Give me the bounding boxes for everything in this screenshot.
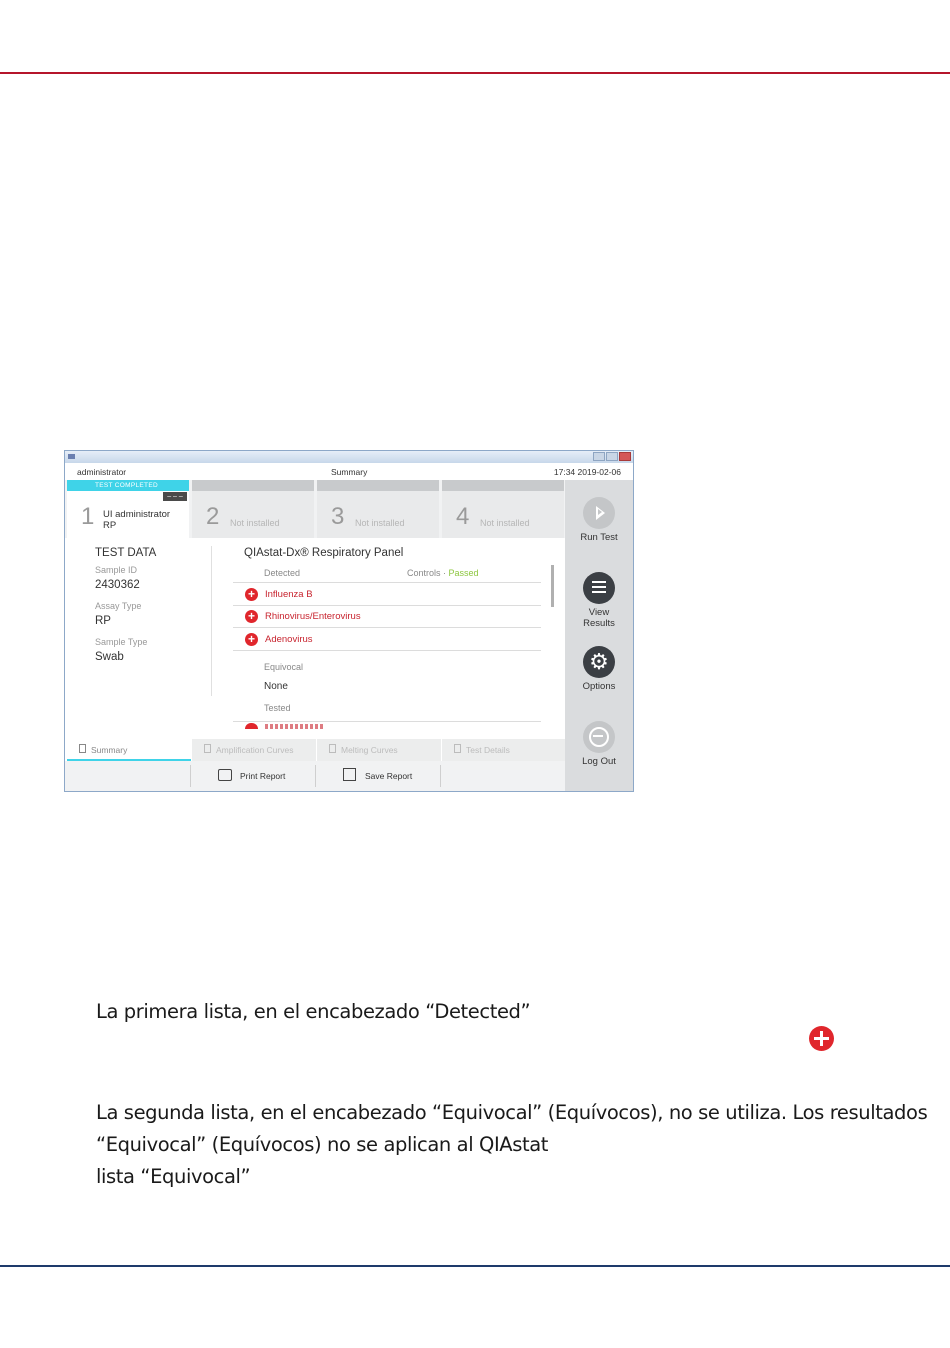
window-titlebar (65, 451, 633, 463)
tab-test-details[interactable]: Test Details (442, 739, 566, 761)
result-tabs (65, 739, 565, 761)
slot-number: 4 (456, 503, 470, 530)
close-icon[interactable] (619, 452, 631, 461)
positive-result-icon (809, 1026, 834, 1051)
logout-icon (583, 721, 615, 753)
status-bar (65, 463, 633, 480)
sample-type-value: Swab (95, 651, 124, 663)
log-out-button[interactable]: Log Out (565, 721, 633, 767)
curve-icon (329, 744, 336, 753)
equivocal-heading: Equivocal (264, 662, 304, 672)
pathogen-name: Influenza B (265, 589, 313, 600)
action-bar (65, 761, 565, 792)
slot-status-bar: TEST COMPLETED (67, 480, 189, 491)
slot-3[interactable] (317, 480, 439, 538)
tested-heading: Tested (264, 703, 291, 713)
maximize-icon[interactable] (606, 452, 618, 461)
current-user: administrator (77, 467, 127, 477)
play-icon (583, 497, 615, 529)
datetime: 17:34 2019-02-06 (553, 467, 621, 477)
assay-type-value: RP (95, 615, 111, 627)
slot-number: 3 (331, 503, 345, 530)
panel-title: QIAstat-Dx® Respiratory Panel (244, 547, 404, 559)
window-controls (593, 452, 631, 461)
header-rule (0, 72, 950, 74)
paragraph-detected: La primera lista, en el encabezado “Detected” (96, 1000, 531, 1023)
truncated-row (265, 724, 325, 729)
slot-4[interactable] (442, 480, 564, 538)
run-test-button[interactable]: Run Test (565, 497, 633, 543)
slot-number: 1 (81, 503, 95, 530)
controls-label: Controls (407, 568, 441, 578)
save-report-button[interactable]: Save Report (315, 761, 439, 792)
curve-icon (204, 744, 211, 753)
controls-status: Controls · Passed (407, 568, 479, 578)
options-button[interactable]: ⚙ Options (565, 646, 633, 692)
printer-icon (218, 769, 232, 781)
test-data-heading: TEST DATA (95, 547, 157, 559)
equivocal-value: None (264, 681, 288, 692)
screen-title: Summary (331, 467, 368, 477)
divider (211, 546, 212, 696)
positive-icon (245, 723, 258, 729)
pathogen-name: Adenovirus (265, 634, 313, 645)
detected-heading: Detected (264, 568, 301, 578)
app-icon (68, 454, 75, 459)
list-icon (583, 572, 615, 604)
slot-assay: RP (103, 520, 117, 531)
view-results-button[interactable]: View Results (565, 572, 633, 629)
divider (233, 721, 541, 722)
slot-status: Not installed (230, 518, 280, 528)
slot-number: 2 (206, 503, 220, 530)
result-row[interactable] (233, 582, 541, 606)
assay-type-label: Assay Type (95, 601, 142, 611)
tab-amplification-curves[interactable]: Amplification Curves (192, 739, 316, 761)
pathogen-name: Rhinovirus/Enterovirus (265, 611, 361, 622)
print-report-button[interactable]: Print Report (190, 761, 314, 792)
gear-icon: ⚙ (583, 646, 615, 678)
result-row[interactable] (233, 605, 541, 628)
positive-icon: + (245, 633, 258, 646)
sample-id-value: 2430362 (95, 579, 140, 591)
slot-2[interactable] (192, 480, 314, 538)
slot-status: Not installed (355, 518, 405, 528)
summary-panel (65, 538, 565, 739)
paragraph-equivocal-line1: La segunda lista, en el encabezado “Equivocal” (Equívocos), no se utiliza. Los resultados (96, 1101, 928, 1124)
save-icon (343, 768, 356, 781)
document-icon (79, 744, 86, 753)
slot-user: UI administrator (103, 509, 171, 520)
paragraph-equivocal-line2: “Equivocal” (Equívocos) no se aplican al QIAstat (96, 1133, 549, 1156)
positive-icon: + (245, 588, 258, 601)
sidebar (565, 480, 633, 792)
slot-1[interactable] (67, 480, 189, 538)
document-icon (454, 744, 461, 753)
scrollbar[interactable] (551, 565, 554, 607)
controls-value: Passed (448, 568, 479, 578)
software-screenshot (64, 450, 634, 792)
footer-rule (0, 1265, 950, 1267)
slot-status: Not installed (480, 518, 530, 528)
result-row[interactable] (233, 628, 541, 651)
tab-melting-curves[interactable]: Melting Curves (317, 739, 441, 761)
paragraph-equivocal-line3: lista “Equivocal” (96, 1165, 251, 1188)
tab-summary[interactable]: Summary (67, 739, 191, 761)
module-slots (65, 480, 565, 538)
slot-badge: – – – (163, 492, 187, 501)
positive-icon: + (245, 610, 258, 623)
sample-id-label: Sample ID (95, 565, 138, 575)
sample-type-label: Sample Type (95, 637, 148, 647)
minimize-icon[interactable] (593, 452, 605, 461)
